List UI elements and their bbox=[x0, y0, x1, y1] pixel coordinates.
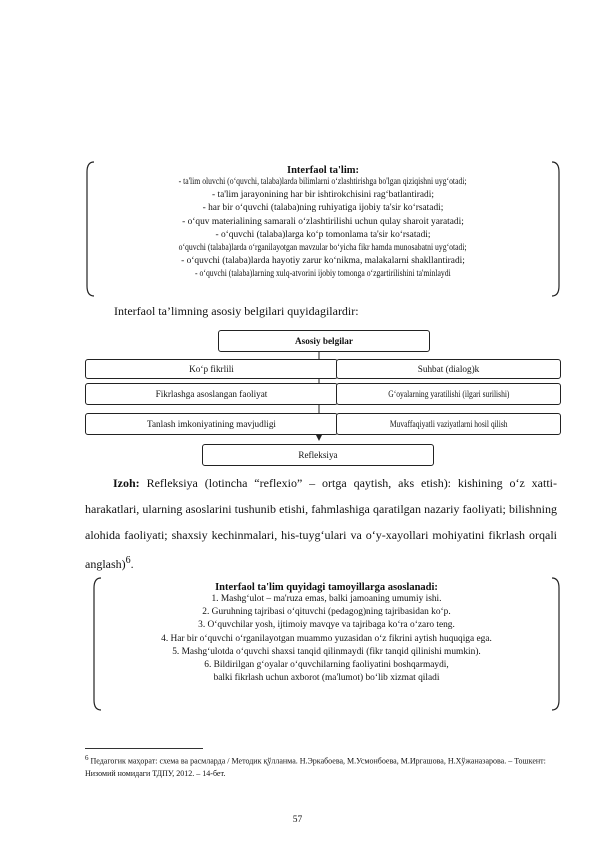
box2-line: balki fikrlash uchun axborot (ma'lumot) bo‘lib xizmat qiladi bbox=[213, 673, 440, 684]
box1-title: Interfaol ta'lim: bbox=[286, 165, 360, 176]
diagram-bottom-box: Refleksiya bbox=[202, 444, 434, 466]
box2-title: Interfaol ta'lim quyidagi tamoyillarga asoslanadi: bbox=[215, 582, 438, 593]
box2-line: 4. Har bir o‘quvchi o‘rganilayotgan muammo yuzasidan o‘z fikrini aytish huquqiga ega. bbox=[161, 633, 492, 644]
diagram-right-box: Suhbat (dialog)k bbox=[336, 359, 561, 379]
box2-line: 1. Mashg‘ulot – ma'ruza emas, balki jamoaning umumiy ishi. bbox=[211, 594, 442, 604]
footnote-ref: 6 bbox=[125, 555, 131, 566]
diagram-left-box: Ko‘p fikrlili bbox=[85, 359, 338, 379]
diagram-top-box: Asosiy belgilar bbox=[218, 330, 430, 352]
diagram-right-box: G‘oyalarning yaratilishi (ilgari surilishi) bbox=[336, 383, 561, 405]
box1-line: - o‘quv materialining samarali o‘zlashtirilishi uchun qulay sharoit yaratadi; bbox=[182, 216, 464, 227]
box1-line: - o‘quvchi (talaba)larda hayotiy zarur ko‘nikma, malakalarni shakllantiradi; bbox=[181, 256, 465, 267]
box2-line: 6. Bildirilgan g‘oyalar o‘quvchilarning faoliyatini boshqarmaydi, bbox=[204, 660, 449, 671]
box1-line: - har bir o‘quvchi (talaba)ning ruhiyatiga ijobiy ta'sir ko‘rsatadi; bbox=[202, 203, 444, 214]
footnote-rule bbox=[85, 748, 203, 749]
box2-line: 5. Mashg‘ulotda o‘quvchi shaxsi tanqid qilinmaydi (fikr tanqid qilinishi mumkin). bbox=[172, 646, 481, 657]
box1-line: - o‘quvchi (talaba)larning xulq-atvorini ijobiy tomonga o‘zgartirilishini ta'minlaydi bbox=[195, 269, 451, 280]
note-label: Izoh: bbox=[113, 476, 140, 490]
note-text: Refleksiya (lotincha “reflexio” – ortga qaytish, aks etish): kishining o‘z xatti-harakatlari, ularning asoslarini tushunib etishi, fahmlashiga qaratilgan nazariy faoliyati; bilishning alohida faoliyati; shaxsiy kechinmalari, his-tuyg‘ulari va o‘y-xayollari mohiyatini fikrlash orqali anglash) bbox=[85, 476, 558, 571]
box1-line: - o‘quvchi (talaba)larga ko‘p tomonlama ta'sir ko‘rsatadi; bbox=[215, 229, 431, 240]
box1-line: - ta'lim jarayonining har bir ishtirokchisini rag‘batlantiradi; bbox=[212, 190, 434, 201]
note-end: . bbox=[130, 557, 134, 571]
diagram-left-box: Fikrlashga asoslangan faoliyat bbox=[85, 383, 338, 405]
footnote-number: 6 bbox=[85, 754, 89, 762]
diagram-left-box: Tanlash imkoniyatining mavjudligi bbox=[85, 413, 338, 435]
diagram-right-box: Muvaffaqiyatli vaziyatlarni hosil qilish bbox=[336, 413, 561, 435]
box2-line: 3. O‘quvchilar yosh, ijtimoiy mavqye va tajribaga ko‘ra o‘zaro teng. bbox=[198, 620, 455, 631]
refleksiya-paragraph bbox=[85, 470, 557, 577]
box1-line: - ta'lim oluvchi (o‘quvchi, talaba)larda bilimlarni o‘zlashtirishga bo'lgan qiziqishni uyg‘otadi; bbox=[179, 177, 467, 187]
tamoyillar-box bbox=[92, 576, 561, 712]
footnote bbox=[85, 752, 557, 780]
box2-line: 2. Guruhning tajribasi o‘qituvchi (pedagog)ning tajribasidan ko‘p. bbox=[202, 607, 451, 618]
box1-line: o‘quvchi (talaba)larda o‘rganilayotgan mavzular bo‘yicha fikr hamda munosabatni uyg‘otadi; bbox=[178, 243, 468, 254]
page-number: 57 bbox=[292, 815, 303, 825]
interfaol-talim-box bbox=[85, 160, 561, 298]
intro-text: Interfaol ta’limning asosiy belgilari quyidagilardir: bbox=[114, 304, 359, 318]
footnote-text: Педагогик маҳорат: схема ва расмларда / Методик қўлланма. Н.Эркабоева, М.Усмонбоева, М.Иргашова, Н.Хўжаназарова. – Тошкент: Низомий номидаги ТДПУ, 2012. – 14-бет. bbox=[85, 756, 546, 779]
